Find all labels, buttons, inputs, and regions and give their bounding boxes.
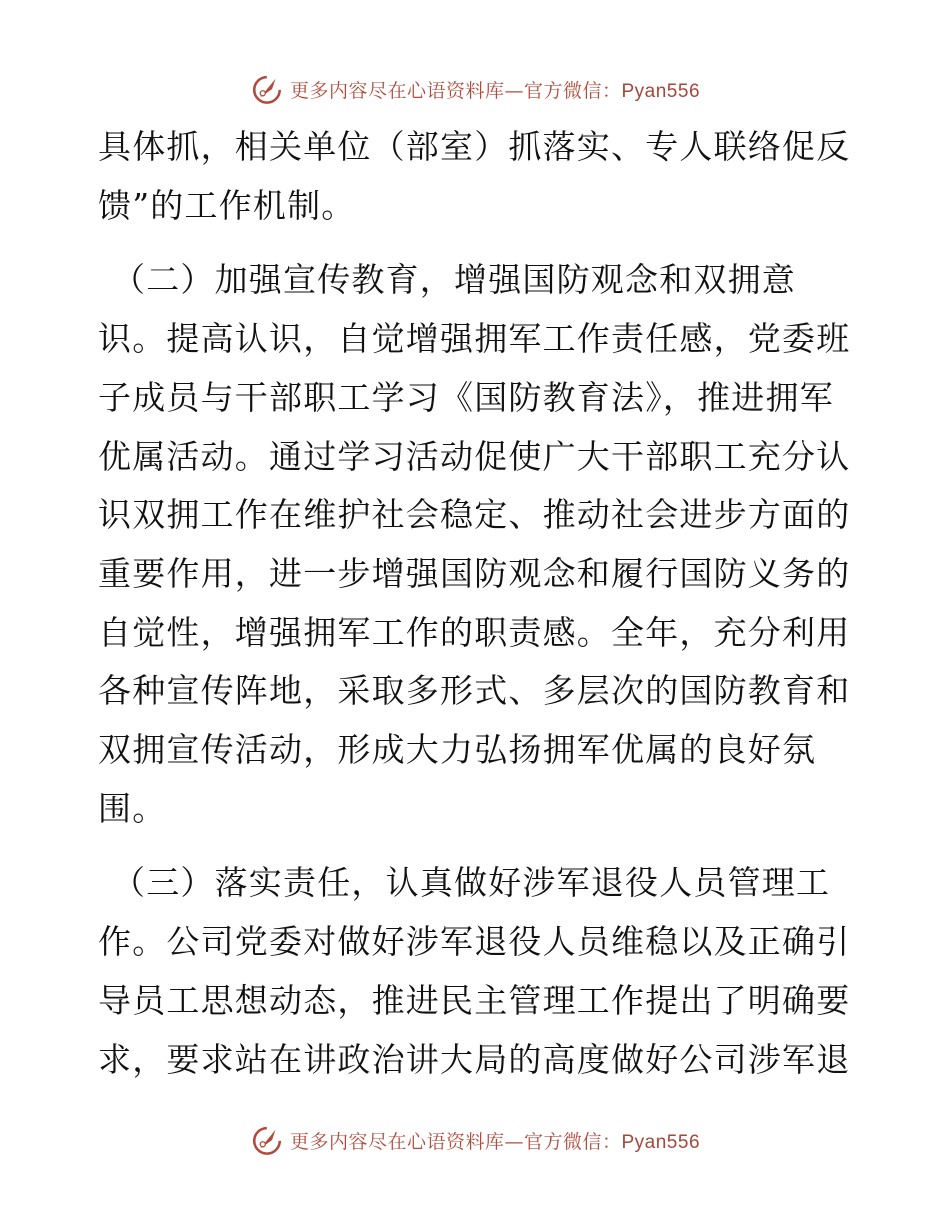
header-wechat-id: Pyan556 <box>621 80 701 102</box>
text-line: 自觉性，增强拥军工作的职责感。全年，充分利用 <box>98 612 851 652</box>
text-line: 具体抓，相关单位（部室）抓落实、专人联络促反 <box>98 127 851 166</box>
header-banner <box>0 72 950 106</box>
text-line: 双拥宣传活动，形成大力弘扬拥军优属的良好氛 <box>98 730 817 770</box>
text-line: 导员工思想动态，推进民主管理工作提出了明确要 <box>98 980 851 1020</box>
section-heading-line: （三）落实责任，认真做好涉军退役人员管理工 <box>112 863 831 903</box>
section-heading-line: （二）加强宣传教育，增强国防观念和双拥意 <box>112 260 796 300</box>
text-line: 优属活动。通过学习活动促使广大干部职工充分认 <box>98 436 851 476</box>
quill-swirl-logo-icon <box>250 1123 284 1157</box>
paragraph-2 <box>98 251 858 838</box>
quill-swirl-logo-icon <box>250 72 284 106</box>
text-line: 围。 <box>98 788 167 828</box>
document-body <box>98 118 858 1089</box>
text-line: 子成员与干部职工学习《国防教育法》，推进拥军 <box>98 377 834 417</box>
text-line: 求，要求站在讲政治讲大局的高度做好公司涉军退 <box>98 1039 851 1079</box>
text-line: 各种宣传阵地，采取多形式、多层次的国防教育和 <box>98 671 851 711</box>
header-banner-text: 更多内容尽在心语资料库—官方微信：Pyan556 <box>289 79 701 102</box>
text-line: 作。公司党委对做好涉军退役人员维稳以及正确引 <box>98 922 851 962</box>
paragraph-3 <box>98 854 858 1089</box>
text-line: 重要作用，进一步增强国防观念和履行国防义务的 <box>98 553 851 593</box>
text-line: 识。提高认识，自觉增强拥军工作责任感，党委班 <box>98 319 851 359</box>
text-line: 馈”的工作机制。 <box>98 185 356 225</box>
paragraph-1 <box>98 118 858 235</box>
footer-banner-text: 更多内容尽在心语资料库—官方微信：Pyan556 <box>289 1130 701 1153</box>
footer-wechat-id: Pyan556 <box>621 1131 701 1153</box>
text-line: 识双拥工作在维护社会稳定、推动社会进步方面的 <box>98 495 851 535</box>
footer-banner <box>0 1123 950 1157</box>
